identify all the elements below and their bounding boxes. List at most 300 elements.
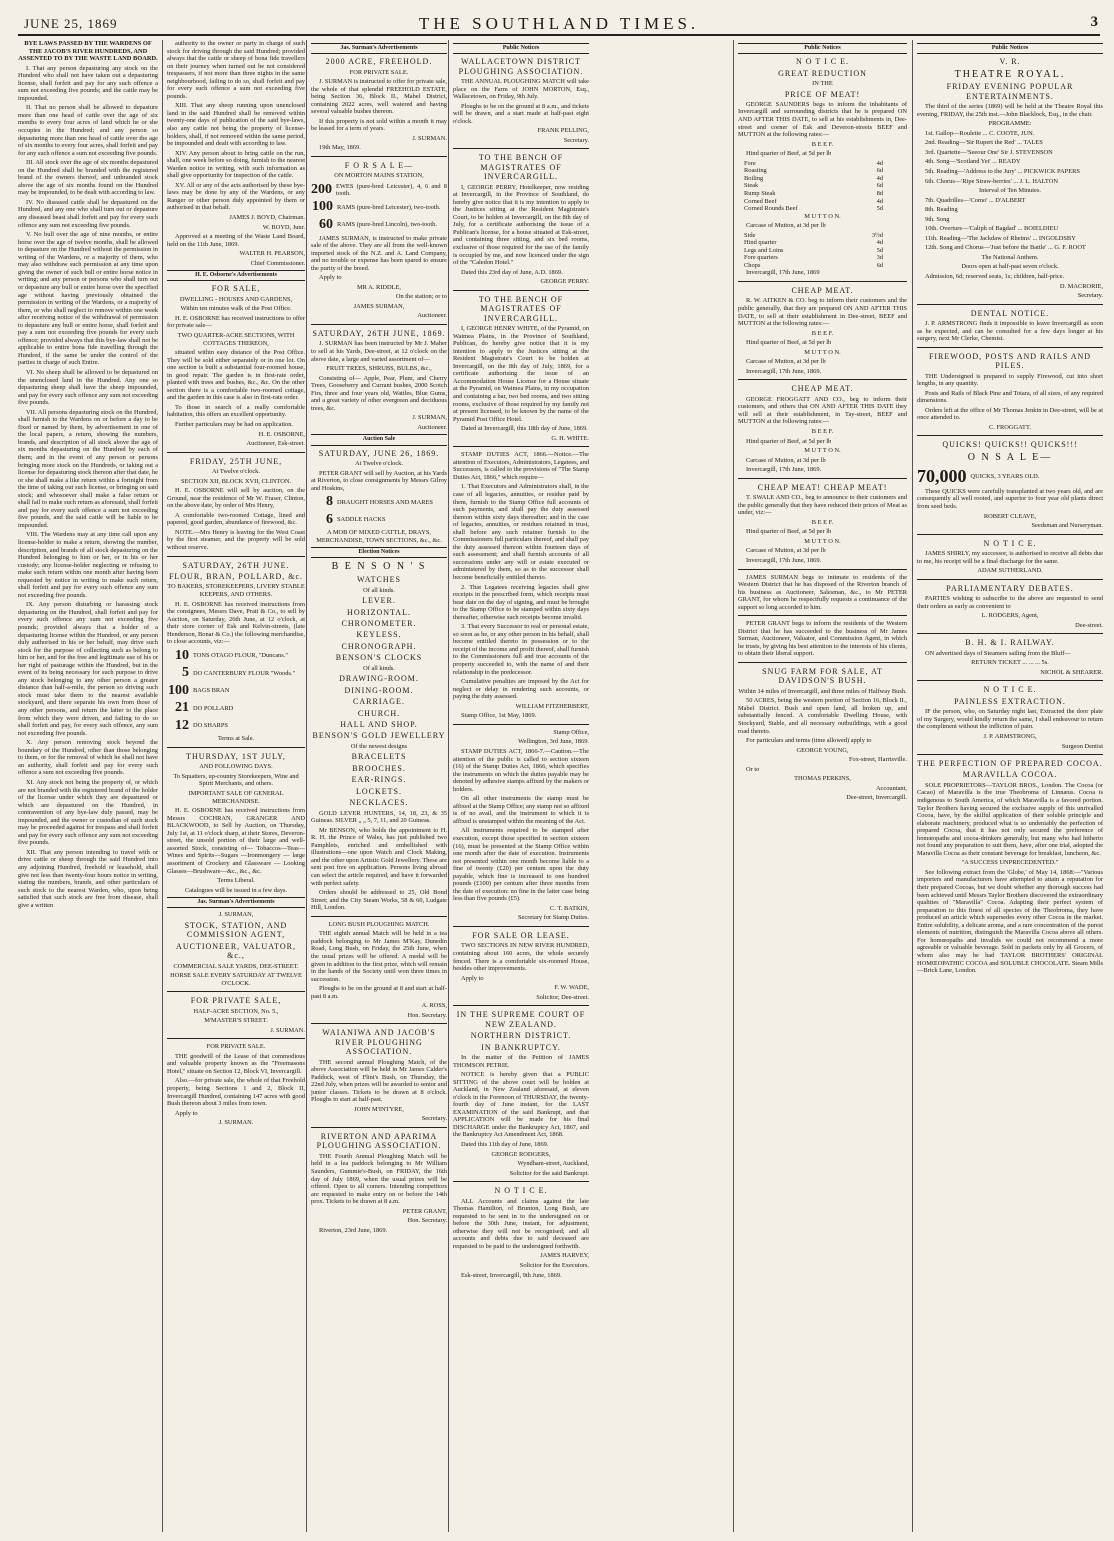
column-2: [162, 40, 309, 1532]
ad-text: ON advertised days of Steamers sailing from the Bluff—: [925, 649, 1071, 657]
divider: [738, 281, 907, 282]
divider: [917, 680, 1103, 681]
signature: Hon. Secretary.: [407, 1011, 447, 1019]
signature: Secretary.: [563, 136, 589, 144]
ad-subheading: IN THE: [812, 79, 833, 87]
price-value: 6d: [876, 182, 883, 190]
ad-subheading: A MOB OF MIXED CATTLE, DRAYS, MERCHANDISE, TOWN SECTIONS, &c., &c.: [316, 529, 442, 544]
signature: WALTER H. PEARSON,: [239, 250, 305, 258]
divider: [311, 156, 447, 157]
divider: [917, 534, 1103, 535]
signature: JAMES SURMAN,: [353, 302, 405, 310]
ad-subheading: WATCHES: [357, 575, 401, 585]
ad-text: JAMES SURMAN, is instructed to make private sale of the above. They are all from the well-known imported stock of the N.Z. and A. Land Company, and no trouble or expense has been spared to ensure the purity of the breed.: [311, 234, 447, 272]
divider: [453, 1005, 589, 1006]
ad-subheading: MARAVILLA COCOA.: [962, 770, 1058, 780]
section-header: Public Notices: [738, 43, 907, 54]
divider: [453, 446, 589, 447]
list-item: HORIZONTAL.: [347, 607, 411, 617]
ad-subheading: Within 14 miles of Invercargill, and three miles of Halfway Bush.: [738, 687, 907, 695]
section-header: Public Notices: [453, 43, 589, 54]
ad-text: STAMP DUTIES ACT, 1866-7.—Caution.—The attention of the public is called to section sixteen (16) of the Stamp Duties Act, 1866, which specifies the instruments on which the duties payable may be denoted by adhesive stamps affixed by the makers or holders.: [453, 747, 589, 793]
divider: [738, 569, 907, 570]
ad-subheading: DWELLING - HOUSES AND GARDENS,: [179, 295, 293, 303]
ad-text: IF the person, who, on Saturday night last, Extracted the door plate of my Surgery, would kindly return the same, I shall endeavour to return the compliment without the infliction of pain.: [917, 708, 1103, 731]
programme-item: 7th. Quadrilles—'Como' ... D'ALBERT: [925, 196, 1026, 204]
signature: Dee-street.: [1075, 621, 1103, 629]
programme-item: 4th. Song—'Scotland Yet' ... READY: [925, 158, 1021, 166]
ad-heading: THEATRE ROYAL.: [954, 68, 1066, 80]
price-line: Hind quarter of Beef, at 5d per lb: [746, 528, 832, 536]
divider: [453, 148, 589, 149]
lot-description: SADDLE HACKS: [337, 516, 386, 524]
list-item: HALL AND SHOP.: [340, 720, 418, 730]
price-heading: M U T T O N.: [804, 447, 841, 455]
ad-date: Invercargill, 17th June, 1869.: [746, 466, 822, 474]
signature: Chief Commissioner.: [250, 259, 305, 267]
divider: [453, 1181, 589, 1182]
newspaper-title: THE SOUTHLAND TIMES.: [418, 14, 700, 33]
ad-heading: FOR PRIVATE SALE.: [206, 1043, 266, 1051]
signature: J. SURMAN.: [412, 134, 447, 142]
signature: A. ROSS,: [421, 1002, 447, 1010]
signature: F. W. WADE,: [554, 984, 589, 992]
lot-number: 8: [326, 494, 333, 510]
price-value: 4d: [876, 197, 883, 205]
ad-text: H. E. OSBORNE has received instructions from Messrs COCHRAN, GRANGER AND BLACKWOOD, to Sell by Auction, on Thursday, July 1st, at 11 o'clock sharp, at their Stores, Deveron-street, the unsold portion of their large and well-assorted Stock, consisting of— Tobaccos—Teas—Wines and Spirits—Sugars —Ironmongery — large assortment of Crockery and Glassware — Looking Glasses—Brushware—&c., &c., &c.: [167, 807, 305, 875]
ad-subheading: AND FOLLOWING DAYS.: [199, 763, 273, 771]
ad-text: Orders should be addressed to 25, Old Bond Street; and the City Steam Works, 58 & 60, Ludgate Hill, London.: [311, 889, 447, 912]
section-header: Auction Sale: [311, 434, 447, 445]
programme-item: 2nd. Reading—'Sir Rupert the Red' ... TALES: [925, 139, 1043, 147]
price-heading: B E E F.: [811, 329, 834, 337]
price-value: 6d: [876, 261, 883, 269]
ad-note: Doors open at half-past seven o'clock.: [961, 263, 1059, 271]
divider: [738, 379, 907, 380]
ad-text: 3. That every Successor to real or personal estate, so soon as he, or any other person in his behalf, shall become entitled thereto in possession or to the receipt of the income and profit thereof, shall furnish to the Commissioners full and true accounts of the property succeeded to, with the name of and their relationship to the predecessor.: [453, 623, 589, 676]
price-line: Hind quarter of Beef, at 5d per lb: [746, 150, 832, 158]
price-row: [738, 232, 907, 240]
price-value: 6d: [876, 167, 883, 175]
ad-text: THE second annual Ploughing Match, of the above Association will be held in Mr James Calder's Paddock, west of Flint's Bush, on Thursday, the 22nd July, when prizes will be awarded to senior and junior classes. Tickets to be drawn at 8 o'clock. Ploughs to start at half-past.: [311, 1058, 447, 1104]
programme-item: 8th. Reading: [925, 206, 958, 214]
ad-text: H. E. OSBORNE has received instructions from the consignees, Messrs Dave, Pratt & Co., to sell by Auction, on Saturday, 26th June, at 12 o'clock, at their store corner of Esk and Kelvin-streets, (late Henderson, Bonar & Co.) the following merchandise, to close accounts, viz:—: [167, 600, 305, 646]
ad-heading: STOCK, STATION, AND COMMISSION AGENT,: [184, 920, 288, 940]
price-row: [738, 160, 907, 168]
ad-subheading: "A SUCCESS UNPRECEDENTED.": [961, 859, 1059, 867]
lot-number: 200: [311, 181, 332, 197]
price-value: 4d: [876, 239, 883, 247]
ad-heading: FOR PRIVATE SALE,: [190, 996, 282, 1006]
column-meat: [733, 40, 911, 1532]
price-item: Fore quarters: [744, 254, 778, 262]
ad-text: I, GEORGE HENRY WHITE, of the Pyramid, on Waimea Plains, in the Province of Southland, Publican, do hereby give notice that it is my intention to apply to the Justices sitting at the Resident Magistrate's Court to be holden at Invercargill, on the 8th day of July, 1869, for a certificate authorising the issue of an Accommodation House License for a House situate at the Pyramid, on Waimea Plains, in my occupation and containing a bar, two bed rooms, and two sitting rooms, exclusive of those required by my family not at present licensed, to be known by the name of the Pyramid Post Office Hotel.: [453, 325, 589, 423]
bye-law-12: XII. That any person intending to travel with or drive cattle or sheep through the said Hundred into any adjoining Hundred, freehold or leasehold, shall give not less than twenty-four hours notice in writing, stating the numbers, brands, and other particulars of such stock to the nearest Warden, who, upon being satisfied that such stock are free from disease, shall give a written: [18, 848, 158, 909]
divider: [167, 991, 305, 992]
issue-date: JUNE 25, 1869: [24, 16, 118, 31]
divider: [917, 347, 1103, 348]
ad-subheading: IMPORTANT SALE OF GENERAL MERCHANDISE.: [188, 790, 284, 805]
price-row: [738, 239, 907, 247]
signature: Secretary for Stamp Duties.: [518, 914, 589, 922]
signature: J. SURMAN.: [270, 1026, 305, 1034]
lot-item: [311, 182, 447, 199]
lot-item: [167, 700, 305, 717]
ad-heading: SATURDAY, JUNE 26, 1869.: [318, 448, 440, 458]
ad-subheading: HORSE SALE EVERY SATURDAY AT TWELVE O'CLOCK.: [170, 972, 302, 987]
signature: GEORGE PERRY.: [540, 278, 589, 286]
signature: PETER GRANT,: [402, 1207, 447, 1215]
ad-subheading: COMMERCIAL SALE YARDS, DEE-STREET.: [173, 962, 299, 970]
lot-description: QUICKS, 3 YEARS OLD.: [970, 472, 1040, 480]
ad-heading: F O R S A L E—: [344, 160, 414, 170]
section-header: H. E. Osborne's Advertisements: [167, 270, 305, 281]
ad-text: The third of the series (1869) will be held at the Theatre Royal this evening, FRIDAY, the 25th inst.—John Blacklock, Esq., in the chair.: [917, 103, 1103, 118]
column-3: [306, 40, 451, 1532]
signature: On the station; or to: [395, 293, 447, 301]
ad-heading: WALLACETOWN DISTRICT PLOUGHING ASSOCIATION.: [458, 57, 584, 76]
signature: JOHN M'INTYRE,: [354, 1105, 404, 1113]
ad-text: THE eighth annual Match will be held in a tea paddock belonging to Mr James M'Kay, Dunedin Road, Long Bush, on Friday, the 25th June, when the usual prizes will be offered. A medal will be given in addition to the first prize, which will remain in the hands of the Society until won three times in succession.: [311, 930, 447, 983]
ad-heading: WAIANIWA AND JACOB'S RIVER PLOUGHING ASSOCIATION.: [322, 1028, 436, 1057]
ad-heading: SATURDAY, 26TH JUNE, 1869.: [312, 328, 446, 338]
divider: [738, 478, 907, 479]
bye-law-12-cont: authority to the owner or party in charge of such stock for driving through the said Hundred; provided always that the cattle or sheep of bona fide travellers on their journey when turned out be not considered trespassers, if not more than three nights in the same neighbourhood, failing to do so, shall forfeit and pay for every such offence a sum not exceeding five pounds.: [167, 40, 305, 100]
signature: GEORGE YOUNG,: [796, 746, 849, 754]
price-value: 4d: [876, 159, 883, 167]
lot-description: RAMS (pure-bred Lincoln), two-tooth.: [337, 221, 437, 229]
ad-heading: THURSDAY, 1ST JULY,: [186, 751, 286, 761]
bye-law-11: XI. Any stock not being the property of, or which are not branded with the registered brand of the holder of the license under which they are depastured or which are depastured on the Hundred, in contravention of any bye-law duly passed, may be impounded, and the owner or custodian of such stock may be proceeded against for trespass and shall forfeit and pay for every such offence any sum not exceeding five pounds.: [18, 778, 158, 847]
ad-subheading: FOR PRIVATE SALE.: [349, 68, 409, 76]
price-item: Corned Beef: [744, 197, 777, 205]
ad-text: Ploughs to be on the ground at 8 and start at half-past 8 a.m.: [311, 985, 447, 1000]
ad-text: GOLD LEVER HUNTERS, 14, 18, 23, & 35 Guineas. SILVER „ „ 5, 7, 11, and 20 Guineas.: [311, 809, 447, 825]
ad-date: Invercargill, 17th June, 1869.: [746, 556, 822, 564]
lot-list: [311, 494, 447, 528]
ad-text: PARTIES wishing to subscribe to the above are requested to send their orders as early as convenient to: [917, 595, 1103, 610]
signature: L. RODGERS, Agent,: [981, 612, 1039, 620]
divider: [453, 926, 589, 927]
lot-item: [311, 217, 447, 234]
signature: Surgeon Dentist: [1061, 742, 1103, 750]
divider: [311, 324, 447, 325]
ad-date: Esk-street, Invercargill, 9th June, 1869.: [461, 1271, 562, 1279]
ad-subheading: TO BAKERS, STOREKEEPERS, LIVERY STABLE KEEPERS, AND OTHERS.: [167, 583, 305, 598]
ad-note: Of the newest designs: [350, 742, 408, 750]
ad-date: Wellington, 3rd June, 1869.: [518, 738, 589, 746]
ad-heading: IN THE SUPREME COURT OF NEW ZEALAND.: [456, 1010, 586, 1029]
price-heading: M U T T O N.: [804, 212, 841, 220]
list-item: LEVER.: [362, 596, 396, 606]
ad-text: I, GEORGE PERRY, Hotelkeeper, now residing at Invercargill, in the Province of Southland, do hereby give notice that it is my intention to apply to the Justices sitting at the Resident Magistrate's Court, to be holden at Invercargill, on the 8th day of July, for a certificate authorising the issue of a Publican's license, for a house situated at Esk-street, and containing three sitting, and six bed rooms, exclusive of those required for the use of the family is occupied by me, and now licenced under the sign of the "Caledon Hotel.": [453, 183, 589, 267]
divider: [167, 1038, 305, 1039]
ad-text: Or to: [746, 765, 760, 773]
ad-note: Of all kinds.: [363, 586, 395, 594]
ad-date: Invercargill, 17th June, 1869: [746, 269, 820, 277]
price-line: Carcase of Mutton, at 3d per lb: [746, 547, 826, 555]
list-item: CHRONOGRAPH.: [341, 641, 417, 651]
price-heading: B E E F.: [811, 140, 834, 148]
ad-text: TWO SECTIONS IN NEW RIVER HUNDRED, containing about 160 acres, the whole securely fenced. There is a comfortable six-roomed House, besides other improvements.: [453, 942, 589, 973]
price-value: 3½d: [871, 231, 883, 239]
ad-text: R. W. AITKEN & CO. beg to inform their customers and the public generally, that they are prepared ON AND AFTER THIS DATE, to sell at their establishment in Dee-street, BEEF and MUTTON at the following rates:—: [738, 297, 907, 328]
programme-interval: Interval of Ten Minutes.: [979, 187, 1041, 195]
ad-text: GEORGE FROGGATT AND CO., beg to inform their customers, and others that ON AND AFTER THIS DATE they will sell at their establishment, in Tay-street, BEEF and MUTTON at the following rates:—: [738, 395, 907, 426]
ad-heading: THE PERFECTION OF PREPARED COCOA.: [917, 759, 1103, 769]
programme-item: 3rd. Quartette—'Seeour One' Sir J. STEVENSON: [925, 148, 1053, 156]
ad-text: Mr BENSON, who holds the appointment to H. R. H. the Prince of Wales, has just published two Pamphlets, enriched and embellished with illustrations—one upon Watch and Clock Making, and the other upon Artistic Gold Jewellery. These are sent post free on application. Persons living abroad can select the article required, and have it forwarded with perfect safety.: [311, 826, 447, 887]
programme-item: 12th. Song and Chorus—'Just before the Battle' ... G. F. ROOT: [925, 244, 1086, 252]
list-item: CHURCH.: [357, 708, 401, 718]
ad-heading: SATURDAY, 26TH JUNE.: [182, 560, 290, 570]
ad-heading: CHEAP MEAT! CHEAP MEAT!: [757, 482, 888, 492]
lot-item: [167, 665, 305, 682]
lot-item: [311, 512, 447, 529]
lot-item: [917, 466, 1103, 487]
price-item: Steak: [744, 182, 759, 190]
lot-number: 60: [319, 217, 333, 232]
signature: Solicitor for the Executors.: [519, 1262, 589, 1270]
divider: [453, 290, 589, 291]
divider: [738, 615, 907, 616]
ad-text: Orders left at the office of Mr Thomas Jenkin in Dee-street, will be at once attended to.: [917, 406, 1103, 422]
signature: Secretary.: [421, 1115, 447, 1123]
ad-note: Catalogues will be issued in a few days.: [184, 886, 288, 894]
ad-heading: N O T I C E.: [983, 538, 1037, 548]
divider: [917, 633, 1103, 634]
signature: ROBERT CLEAVE,: [983, 512, 1037, 520]
price-heading: M U T T O N.: [804, 348, 841, 356]
ad-text: NOTE.—Mrs Henry is leaving for the West Coast by the first steamer, and the property will be sold without reserve.: [167, 528, 305, 552]
ad-heading: B E N S O N ' S: [331, 561, 427, 573]
lot-item: [167, 648, 305, 665]
price-row: [738, 167, 907, 175]
signature: J. P. ARMSTRONG,: [983, 732, 1037, 740]
ad-note: Terms Liberal.: [217, 877, 255, 885]
lot-description: DO POLLARD: [193, 704, 234, 712]
lot-description: DRAUGHT HORSES AND MARES: [337, 498, 433, 506]
list-item: DRAWING-ROOM.: [339, 674, 419, 684]
signature: Wyndham-street, Auckland,: [517, 1160, 589, 1168]
ad-subheading: At Twelve o'clock.: [355, 459, 403, 467]
signature: Secretary.: [1077, 292, 1103, 300]
signature: NICHOL & SHEARER.: [1040, 668, 1103, 676]
ad-heading: N O T I C E.: [983, 685, 1037, 695]
bye-law-1: I. That any person depasturing any stock on the Hundred who shall not have taken out a depasturing license, shall forfeit and pay for any such offence a sum not exceeding five pounds; and the cattle may be impounded.: [18, 64, 158, 102]
lot-description: TONS OTAGO FLOUR, "Duncans.": [193, 652, 288, 660]
lot-number: 21: [175, 700, 189, 716]
ad-text: RETURN TICKET ... ... ... 5s.: [971, 659, 1049, 667]
lot-list: [311, 182, 447, 234]
ad-text: Further particulars may be had on application.: [175, 421, 294, 429]
price-item: Boiling: [744, 174, 764, 182]
signature: GEORGE RODGERS,: [491, 1150, 551, 1158]
price-item: Rump Steak: [744, 189, 776, 197]
price-value: 4d: [876, 174, 883, 182]
bye-law-4: IV. No diseased cattle shall be depastured on the Hundred, and any one who shall turn out or depasture any diseased beast shall forfeit and pay for every such offence any sum not exceeding five pounds.: [18, 198, 158, 229]
signature: FRANK PELLING,: [537, 127, 589, 135]
signature: J. SURMAN.: [218, 1119, 254, 1127]
signature: Solicitor, Dee-street.: [536, 993, 589, 1001]
lot-number: 6: [326, 511, 333, 527]
ad-date: Stamp Office, 1st May, 1869.: [461, 712, 537, 720]
ad-text: Admission, 6d; reserved seats, 1s; children, half-price.: [925, 273, 1065, 281]
ad-text: Apply to: [319, 274, 342, 282]
price-row: [738, 198, 907, 206]
masthead: [18, 14, 1100, 36]
ad-text: ALL Accounts and claims against the late Thomas Hamilton, of Brunton, Long Bush, are requested to be sent in to the undersigned on or before the 30th June, instant, for adjustment, otherwise they will not be recognised; and all accounts and debts due to said deceased are requested to be paid to the undersigned forthwith.: [453, 1197, 589, 1250]
ad-text: Cumulative penalties are imposed by the Act for neglect or delay in rendering such accounts, or paying the duty assessed.: [453, 678, 589, 701]
ad-subheading: SECTION XII, BLOCK XVII, CLINTON.: [180, 477, 292, 485]
bye-laws-title: BYE LAWS PASSED BY THE WARDENS OF THE JACOB'S RIVER HUNDREDS, AND ASSENTED TO BY THE WASTE LAND BOARD.: [18, 40, 158, 63]
price-heading: B E E F.: [811, 518, 834, 526]
bye-law-13: XIII. That any sheep running upon unenclosed land in the said Hundred shall be removed within twenty-one days of publication of the said bye-laws, also any cattle not being the property of license-holders, shall, if not removed within the same period, be impounded and dealt with according to law.: [167, 102, 305, 148]
price-item: Hind quarter: [744, 239, 777, 247]
ad-subheading: O N S A L E—: [967, 451, 1053, 463]
ad-heading: N O T I C E.: [795, 57, 850, 67]
list-item: LOCKETS.: [356, 786, 402, 796]
ad-text: For particulars and terms (time allowed) apply to: [746, 737, 872, 745]
ad-heading: B. H. & I. RAILWAY.: [965, 638, 1055, 648]
divider: [738, 662, 907, 663]
ad-text: THE ANNUAL PLOUGHING MATCH will take place on the Farm of JOHN MORTON, Esq., Wallacetown, on Friday, 9th July.: [453, 77, 589, 101]
column-1: [18, 40, 162, 1532]
ad-text: Posts and Rails of Black Pine and Totara, of all sizes, of any required dimensions.: [917, 389, 1103, 405]
lot-description: BAGS BRAN: [193, 687, 230, 695]
ad-text: JAMES SHIRLY, my successor, is authorised to receive all debts due to me, his receipt will be a final discharge for the same.: [917, 550, 1103, 565]
bye-law-15: XV. All or any of the acts authorised by these bye-laws may be done by any of the Wardens, or any Ranger or other person duly appointed by them or authorised in that behalf.: [167, 181, 305, 212]
signature: H. E. OSBORNE,: [258, 430, 305, 438]
price-item: Chops: [744, 261, 761, 269]
ad-heading: TO THE BENCH OF MAGISTRATES OF INVERCARGILL.: [478, 294, 564, 323]
page-number: 3: [1090, 14, 1098, 30]
ad-subheading: At Twelve o'clock.: [212, 468, 260, 476]
ad-text: In the matter of the Petition of JAMES THOMSON PETRIE.: [453, 1054, 589, 1069]
price-item: Fore: [744, 159, 756, 167]
section-header: Jas. Surman's Advertisements: [167, 897, 305, 908]
divider: [917, 435, 1103, 436]
list-item: DINING-ROOM.: [344, 685, 414, 695]
signature: J. SURMAN,: [412, 414, 447, 422]
programme-item: 10th. Overture—'Caliph of Bagdad' ... BOIELDIEU: [925, 225, 1059, 233]
lot-item: [167, 683, 305, 700]
ad-heading: J. SURMAN,: [218, 911, 254, 919]
ad-text: T. SWALE AND CO., beg to announce to their customers and the public generally that they have reduced their prices of Meat as under, viz:—: [738, 494, 907, 517]
ad-text: J. P. ARMSTRONG finds it impossible to leave Invercargill as soon as he expected, and can be consulted for a few days longer at his surgery, next Mr Clerke, Chemist.: [917, 320, 1103, 343]
ad-text: 2. That Legatees receiving legacies shall give receipts in the prescribed form, which receipts must bear date on the day of signing, and must be brought to the Stamp Office to be stamped within sixty days thereafter, otherwise such receipts become invalid.: [453, 583, 589, 621]
bye-law-9: IX. Any person disturbing or harassing stock depasturing on the Hundred, shall forfeit and pay for every such offence any sum not exceeding five pounds; provided always that a holder of a depasturing license within the Hundred, or any person duly authorised in his or her behalf, may drive such stock for the purpose of collecting such as belong to him or her, and for the free and legitimate use of his or her right of pasturage within the Hundred, but in the event of its being necessary for such purpose to drive any stock belonging to any other person a greater distance than half-a-mile, the person so driving such stock must take them to the nearest available stockyard, and there separate his own from those of any other persons, and return the latter to the place from which they were driven, and failing to do so shall forfeit and pay, for every such offence, any sum not exceeding five pounds.: [18, 601, 158, 737]
signature: C. T. BATKIN,: [550, 904, 589, 912]
ad-heading: GREAT REDUCTION: [778, 68, 867, 78]
lot-description: DO SHARPS: [193, 722, 228, 730]
bye-law-14: XIV. Any person about to bring cattle on the run, shall, one week before so doing, furnish to the nearest Warden notice in writing, with such information as shall give opportunity for inspection of the cattle.: [167, 149, 305, 180]
ad-text: Consisting of— Apple, Pear, Plum, and Cherry Trees, Gooseberry and Currant bushes, 2000 Scotch Firs, three and four years old, Wattles, Blue Gums, and a great variety of other evergreen and deciduous trees, &c.: [311, 374, 447, 412]
price-heading: B E E F.: [811, 427, 834, 435]
list-item: CHRONOMETER.: [341, 619, 417, 628]
price-row: [738, 262, 907, 270]
ad-subheading: FRIDAY EVENING POPULAR ENTERTAINMENTS.: [946, 82, 1074, 101]
list-item: KEYLESS.: [356, 630, 402, 640]
lot-description: EWES (pure-bred Leicester), 4, 6 and 8 tooth.: [336, 182, 447, 198]
ad-text: J. SURMAN is instructed to offer for private sale, the whole of that splendid FREEHOLD ESTATE, being Section 36, Block II., Mabel District, containing 2022 acres, well watered and having several valuable bushes thereon.: [311, 78, 447, 116]
ad-subheading: M'MASTER'S STREET.: [204, 1017, 268, 1025]
lot-item: [311, 494, 447, 511]
ad-text: A comfortable two-roomed Cottage, lined and papered, good garden, abundance of firewood, &c.: [167, 511, 305, 527]
signature: WILLIAM FITZHERBERT,: [515, 702, 589, 710]
list-item: BROOCHES.: [352, 763, 406, 773]
ad-text: PETER GRANT will sell by Auction, at his Yards at Riverton, to close consignments by Messrs Gilroy and Hoskins,: [311, 469, 447, 492]
ad-subheading: ON MORTON MAINS STATION,: [334, 172, 424, 180]
bye-law-7: VII. All persons depasturing stock on the Hundred, shall furnish to the Wardens on or before a day to be fixed or named by them, by advertisement in one of the local papers, a return, showing the numbers, brands, and description of all stock above the age of six months depasturing on the Hundred by each of them; and in the event of any person or persons bringing more stock on the Hundreds, or taking out a license for depasturing stock thereon after that date, he or she shall make a like return within a fortnight from the time of taking out such license, or bringing on said stock; and whosoever shall make a false return or shall fail to make such return as aforesaid, shall forfeit and pay for every such offence a sum not exceeding five pounds, and the said cattle will be liable to be impounded.: [18, 408, 159, 529]
lot-number: 100: [312, 199, 333, 215]
ad-heading: QUICKS! QUICKS!! QUICKS!!!: [942, 440, 1078, 450]
lot-number: 5: [182, 665, 189, 681]
ad-subheading: To Squatters, up-country Storekeepers, Wine and Spirit Merchants, and others.: [173, 772, 299, 788]
bye-law-10: X. Any person removing stock beyond the boundary of the Hundred, other than those belonging to them, or for the removal of which he shall not have an authority, shall forfeit and pay for every such offence a sum not exceeding five pounds.: [18, 739, 158, 777]
signature: Hon. Secretary.: [407, 1217, 447, 1225]
programme-item: 9th. Song: [925, 215, 950, 223]
price-row: [738, 205, 907, 213]
section-header: Jas. Surman's Advertisements: [311, 43, 447, 54]
divider: [167, 452, 305, 453]
ad-text: situated within easy distance of the Post Office. They will be sold either separately or in one lot. On one section is built a substantial four-roomed house, in good repair. The garden is in first-rate order, planted with trees and bushes, &c., &c. On the other section there is a comfortable two-roomed cottage, and the garden in this case is also in first-rate order.: [167, 349, 305, 402]
ad-text: Ploughs to be on the ground at 8 a.m., and tickets will be drawn, and a start made at half-past eight o'clock.: [453, 102, 589, 125]
ad-text: Apply to: [461, 974, 484, 982]
column-4: [448, 40, 593, 1532]
price-item: Roasting: [744, 167, 767, 175]
ad-subheading: BENSON'S CLOCKS: [335, 653, 423, 663]
ad-subheading: BENSON'S GOLD JEWELLERY: [312, 731, 446, 741]
signature: Dee-street, Invercargill.: [846, 794, 907, 802]
ad-heading: CHEAP MEAT.: [791, 285, 854, 295]
list-item: NECKLACES.: [349, 798, 409, 808]
ad-subheading: FRUIT TREES, SHRUBS, BULBS, &c.,: [326, 365, 432, 373]
ad-note: The National Anthem.: [981, 253, 1039, 261]
bye-law-3: III. All stock over the age of six months depastured on the Hundred shall be branded with the registered brand of the owners thereof, and unbranded stock above the age of six months found on the Hundred may be impounded, to be dealt with according to law.: [18, 159, 158, 197]
ad-subheading: IN BANKRUPTCY.: [481, 1042, 561, 1052]
divider: [311, 1127, 447, 1128]
programme-heading: PROGRAMME:: [988, 120, 1032, 128]
ad-heading: PRICE OF MEAT!: [784, 89, 861, 99]
ad-date: Riverton, 23rd June, 1869.: [319, 1226, 388, 1234]
ad-heading: FIREWOOD, POSTS AND RAILS AND PILES.: [928, 351, 1092, 371]
signature: G. H. WHITE.: [551, 434, 589, 442]
programme-item: 1st. Gallop—Roulette ... C. COOTE, JUN.: [925, 129, 1035, 137]
price-row: [738, 190, 907, 198]
list-item: EAR-RINGS.: [351, 775, 407, 785]
lot-description: DO CANTERBURY FLOUR "Woods.": [193, 669, 296, 677]
signature: C. FROGGATT.: [989, 423, 1031, 431]
price-value: 8d: [876, 189, 883, 197]
price-item: Side: [744, 231, 756, 239]
price-item: Corned Rounds Beef: [744, 205, 798, 213]
ad-heading: LONG BUSH PLOUGHING MATCH.: [328, 920, 430, 928]
list-item: CARRIAGE.: [353, 697, 405, 707]
ad-heading: FRIDAY, 25TH JUNE,: [189, 456, 283, 466]
ad-note: Terms at Sale.: [217, 735, 255, 743]
ad-text: On all other instruments the stamp must be affixed at the Stamp Office; any stamp not so affixed is of no avail, and the instrument to which it is affixed is unstamped within the meaning of the Act.: [453, 795, 589, 825]
price-line: Hind quarter of Beef, at 5d per lb: [746, 339, 832, 347]
lot-description: RAMS (pure-bred Leicester), two-tooth.: [337, 203, 441, 211]
price-line: Hind quarter of Beef, at 5d per lb: [746, 437, 832, 445]
ad-heading: FLOUR, BRAN, POLLARD, &c.: [168, 572, 304, 582]
ad-heading: FOR SALE OR LEASE.: [472, 930, 570, 940]
divider: [917, 304, 1103, 305]
divider: [311, 916, 447, 917]
signature: Seedsman and Nurseryman.: [1031, 522, 1103, 530]
lot-number: 100: [168, 682, 189, 698]
